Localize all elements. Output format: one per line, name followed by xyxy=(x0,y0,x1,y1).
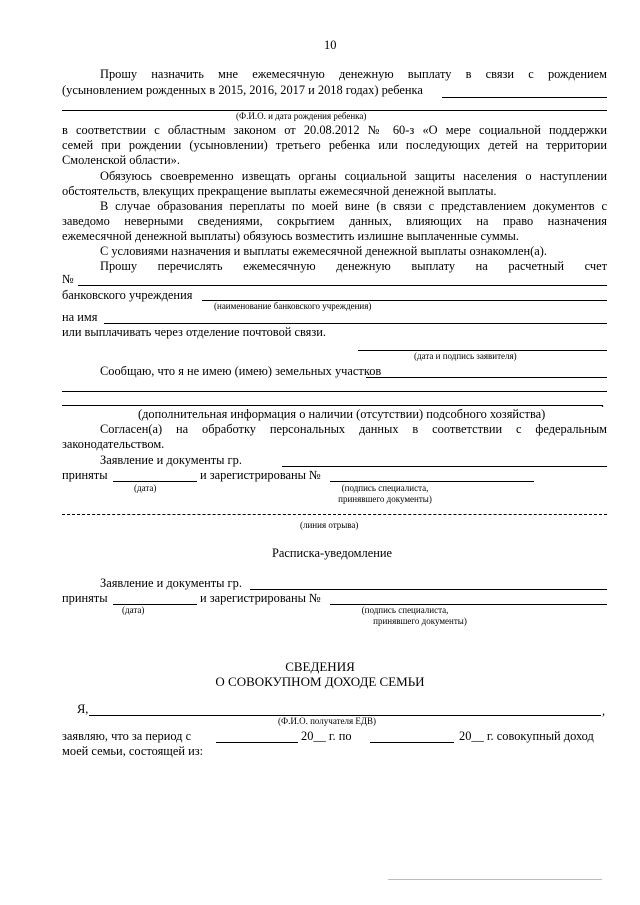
tear-line-caption: (линия отрыва) xyxy=(300,520,359,530)
accepted-date-field[interactable] xyxy=(113,481,197,482)
income-title-1: СВЕДЕНИЯ xyxy=(285,659,355,674)
income-recipient-comma: , xyxy=(602,704,606,718)
receipt-notice-title: Расписка-уведомление xyxy=(272,546,392,560)
income-period-middle: 20__ г. по xyxy=(301,729,352,743)
consent-line-2: законодательством. xyxy=(62,437,165,451)
request-line-2: (усыновлением рожденных в 2015, 2016, 2017 и 2018 годах) ребенка xyxy=(62,83,423,97)
page-number: 10 xyxy=(324,38,337,52)
applicant-signature-caption: (дата и подпись заявителя) xyxy=(414,351,517,361)
account-holder-label: на имя xyxy=(62,310,98,324)
land-plots-line: Сообщаю, что я не имею (имею) земельных участков xyxy=(100,364,382,378)
income-recipient-caption: (Ф.И.О. получателя ЕДВ) xyxy=(278,716,377,726)
income-family-line: моей семьи, состоящей из: xyxy=(62,744,204,758)
receipt-registered-label: и зарегистрированы № xyxy=(200,591,321,605)
receipt-specialist-signature-caption-2: принявшего документы) xyxy=(373,616,467,626)
docs-from-field[interactable] xyxy=(282,466,607,467)
bank-label: банковского учреждения xyxy=(62,288,193,302)
income-period-end-field[interactable] xyxy=(370,742,454,743)
land-plots-field-2[interactable] xyxy=(62,391,607,392)
obligation-line-2: обстоятельств, влекущих прекращение выплаты ежемесячной денежной выплаты. xyxy=(62,184,497,198)
income-period-suffix: 20__ г. совокупный доход xyxy=(459,729,594,743)
income-i-label: Я, xyxy=(77,702,89,716)
overpayment-line-2: заведомо неверными сведениями, сокрытием данных, влияющих на право назначения xyxy=(62,214,607,228)
accepted-label: приняты xyxy=(62,468,108,482)
specialist-signature-caption-1: (подпись специалиста, xyxy=(341,483,429,493)
receipt-accepted-label: приняты xyxy=(62,591,108,605)
docs-from-label: Заявление и документы гр. xyxy=(100,453,242,467)
land-plots-end-period: . xyxy=(601,396,605,410)
law-line-3: Смоленской области». xyxy=(62,153,180,167)
obligation-line-1: Обязуюсь своевременно извещать органы социальной защиты населения о наступлении xyxy=(100,169,607,183)
land-plots-field-3[interactable] xyxy=(62,405,603,406)
overpayment-line-3: ежемесячной денежной выплаты) обязуюсь возместить излишне выплаченные суммы. xyxy=(62,229,519,243)
consent-line-1: Согласен(а) на обработку персональных данных в соответствии с федеральным xyxy=(100,422,607,436)
receipt-accepted-date-caption: (дата) xyxy=(122,605,145,615)
receipt-docs-from-field[interactable] xyxy=(250,589,607,590)
account-number-sign: № xyxy=(62,272,74,286)
scan-artifact-line xyxy=(388,879,602,880)
account-number-field[interactable] xyxy=(78,285,607,286)
receipt-docs-from-label: Заявление и документы гр. xyxy=(100,576,242,590)
acknowledgement-line: С условиями назначения и выплаты ежемесячной денежной выплаты ознакомлен(а). xyxy=(100,244,548,258)
child-name-caption: (Ф.И.О. и дата рождения ребенка) xyxy=(236,111,367,121)
law-line-2: семей при рождении (усыновлении) третьего ребенка или последующих детей на территории xyxy=(62,138,607,152)
child-name-line-end xyxy=(442,97,607,98)
income-title-2: О СОВОКУПНОМ ДОХОДЕ СЕМЬИ xyxy=(215,674,425,689)
tear-line xyxy=(62,514,607,515)
receipt-specialist-signature-caption-1: (подпись специалиста, xyxy=(361,605,449,615)
transfer-request-line: Прошу перечислять ежемесячную денежную выплату на расчетный счет xyxy=(100,259,607,273)
income-period-prefix: заявляю, что за период с xyxy=(62,729,192,743)
specialist-signature-caption-2: принявшего документы) xyxy=(338,494,432,504)
income-period-start-field[interactable] xyxy=(216,742,298,743)
law-line-1: в соответствии с областным законом от 20.08.2012 № 60-з «О мере социальной поддержки xyxy=(62,123,607,137)
post-office-line: или выплачивать через отделение почтовой связи. xyxy=(62,325,327,339)
subsidiary-farm-caption: (дополнительная информация о наличии (отсутствии) подсобного хозяйства) xyxy=(138,407,546,421)
land-plots-field[interactable] xyxy=(366,377,607,378)
request-line-1: Прошу назначить мне ежемесячную денежную выплату в связи с рождением xyxy=(100,67,607,81)
overpayment-line-1: В случае образования переплаты по моей вине (в связи с представлением документов с xyxy=(100,199,607,213)
registered-label: и зарегистрированы № xyxy=(200,468,321,482)
registered-number-field[interactable] xyxy=(330,481,534,482)
bank-name-caption: (наименование банковского учреждения) xyxy=(214,301,372,311)
accepted-date-caption: (дата) xyxy=(134,483,157,493)
account-holder-field[interactable] xyxy=(104,323,607,324)
